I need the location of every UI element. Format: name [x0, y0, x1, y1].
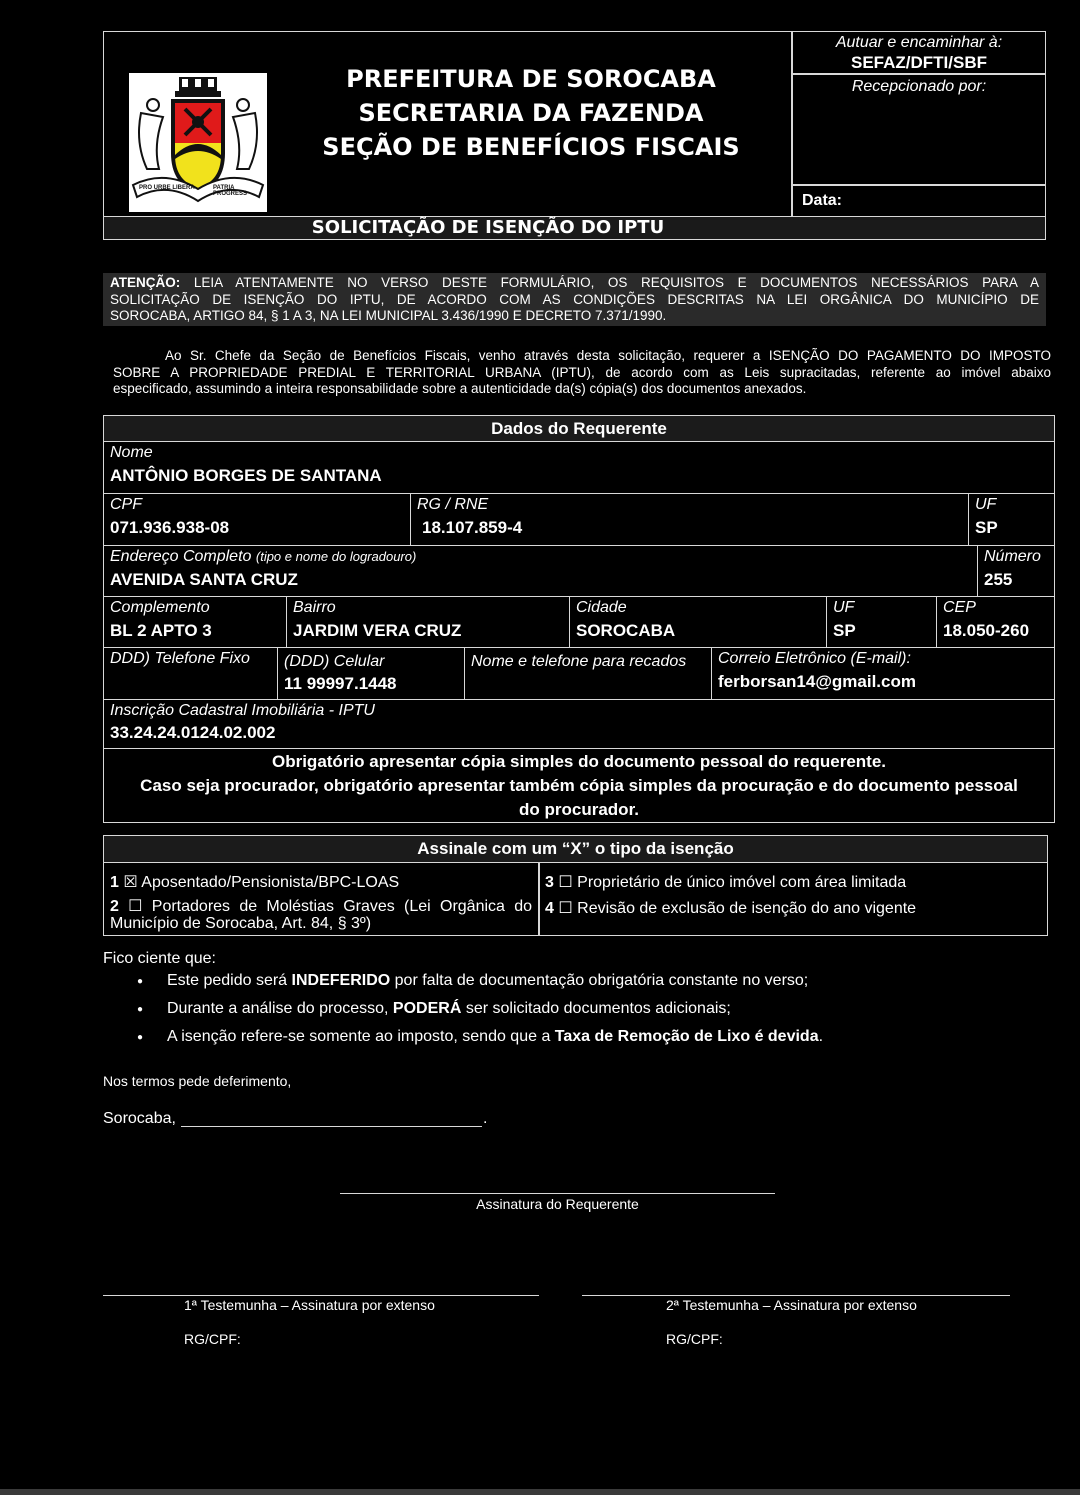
cidade-value: SOROCABA	[576, 621, 676, 640]
bairro-value: JARDIM VERA CRUZ	[293, 621, 462, 640]
cidade-cell	[570, 597, 827, 648]
endereco-cell	[104, 546, 978, 597]
endereco-value: AVENIDA SANTA CRUZ	[110, 570, 298, 589]
header-title-1: PREFEITURA DE SOROCABA	[346, 65, 716, 93]
isencao-option-3[interactable]: 3 ☐ Proprietário de único imóvel com área limitada	[545, 874, 907, 891]
telefone-cell	[104, 648, 278, 700]
witness-1-rgcpf: RG/CPF:	[184, 1331, 241, 1347]
obrigatorio-note: Obrigatório apresentar cópia simples do documento pessoal do requerente. Caso seja procurador, obrigatório apresentar também cópia simples da procuração e do documento pessoal do procurador.	[140, 752, 1018, 819]
isencao-option-4[interactable]: 4 ☐ Revisão de exclusão de isenção do ano vigente	[545, 900, 917, 917]
checkbox-empty-icon[interactable]: ☐	[128, 898, 143, 915]
uf-value: SP	[975, 518, 998, 537]
nome-cell	[104, 442, 1055, 494]
nome-label: Nome	[110, 444, 153, 461]
checkbox-empty-icon[interactable]: ☐	[558, 900, 573, 917]
witness-2-label: 2ª Testemunha – Assinatura por extenso	[666, 1297, 917, 1313]
numero-cell	[978, 546, 1055, 597]
cidade-label: Sorocaba,	[103, 1110, 176, 1127]
isencao-divider	[538, 863, 540, 936]
ciente-label: Fico ciente que:	[103, 950, 216, 967]
inscricao-value: 33.24.24.0124.02.002	[110, 723, 276, 742]
attention-text: ATENÇÃO: LEIA ATENTAMENTE NO VERSO DESTE FORMULÁRIO, OS REQUISITOS E DOCUMENTOS NECESSÁRIOS PARA A SOLICITAÇÃO DE ISENÇÃO DO IPTU, DE ACORDO COM AS CONDIÇÕES DESCRITAS NA LEI ORGÂNICA DO MUNICÍPIO DE SOROCABA, ARTIGO 84, § 1 A 3, NA LEI MUNICIPAL 3.436/1990 E DECRETO 7.371/1990.	[110, 275, 1039, 323]
deferimento-text: Nos termos pede deferimento,	[103, 1073, 292, 1089]
crest-motto-right: PATRIA PROGRESS	[213, 185, 248, 197]
endereco-label: Endereço Completo	[110, 548, 252, 565]
isencao-option-1[interactable]: 1 ☒ Aposentado/Pensionista/BPC-LOAS	[110, 874, 400, 891]
crest-motto-left: PRO URBE LIBERA	[139, 185, 195, 191]
recepcionado-label: Recepcionado por:	[851, 78, 987, 95]
isencao-option-2[interactable]: 2 ☐ Portadores de Moléstias Graves (Lei Orgânica do Município de Sorocaba, Art. 84, § 3º)	[110, 898, 532, 932]
complemento-cell	[104, 597, 287, 648]
cidade-label: Cidade	[576, 599, 627, 616]
uf-cell	[969, 494, 1055, 546]
celular-cell	[278, 648, 465, 700]
ciente-list	[103, 972, 1053, 1056]
complemento-value: BL 2 APTO 3	[110, 621, 212, 640]
bairro-label: Bairro	[293, 599, 336, 616]
uf-label: UF	[975, 496, 997, 513]
autuar-label: Autuar e encaminhar à:	[835, 34, 1003, 51]
checkbox-empty-icon[interactable]: ☐	[558, 874, 573, 891]
email-label: Correio Eletrônico (E-mail):	[718, 650, 911, 667]
celular-value: 11 99997.1448	[284, 674, 397, 693]
requerente-section-title: Dados do Requerente	[104, 416, 1054, 442]
cep-cell	[937, 597, 1055, 648]
autuar-divider	[791, 73, 1046, 75]
list-item: ● A isenção refere-se somente ao imposto, sendo que a Taxa de Remoção de Lixo é devida.	[103, 1028, 1053, 1056]
rg-value: 18.107.859-4	[422, 518, 523, 537]
witness-2-line[interactable]	[582, 1295, 1010, 1296]
nome-value: ANTÔNIO BORGES DE SANTANA	[110, 466, 382, 485]
email-value: ferborsan14@gmail.com	[718, 672, 916, 691]
witness-2-rgcpf: RG/CPF:	[666, 1331, 723, 1347]
attention-label: ATENÇÃO:	[110, 275, 181, 290]
cep-value: 18.050-260	[943, 621, 1030, 640]
endereco-hint: (tipo e nome do logradouro)	[255, 549, 417, 564]
header-titles	[272, 62, 790, 164]
page-bottom-edge	[0, 1489, 1080, 1495]
complemento-label: Complemento	[110, 599, 210, 616]
intro-paragraph: Ao Sr. Chefe da Seção de Benefícios Fiscais, venho através desta solicitação, requerer a ISENÇÃO DO PAGAMENTO DO IMPOSTO SOBRE A PROPRIEDADE PREDIAL E TERRITORIAL URBANA (IPTU), de acordo com as Leis supracitadas, referente ao imóvel abaixo especificado, assumindo a inteira responsabilidade sobre a autenticidade da(s) cópia(s) dos documentos anexados.	[113, 348, 1051, 396]
cpf-cell	[104, 494, 411, 546]
list-item: ● Durante a análise do processo, PODERÁ ser solicitado documentos adicionais;	[103, 1000, 1053, 1028]
witness-1-line[interactable]	[103, 1295, 539, 1296]
recados-label: Nome e telefone para recados	[471, 653, 687, 670]
signature-label: Assinatura do Requerente	[476, 1196, 639, 1212]
email-cell	[712, 648, 1055, 700]
inscricao-label: Inscrição Cadastral Imobiliária - IPTU	[110, 702, 375, 719]
date-line-period: .	[483, 1110, 488, 1127]
isencao-section-title: Assinale com um “X” o tipo da isenção	[104, 836, 1047, 863]
numero-label: Número	[984, 548, 1041, 565]
inscricao-cell	[104, 700, 1055, 749]
telefone-label: DDD) Telefone Fixo	[110, 650, 250, 667]
date-line[interactable]	[181, 1126, 482, 1127]
cep-label: CEP	[943, 599, 976, 616]
form-title: SOLICITAÇÃO DE ISENÇÃO DO IPTU	[311, 217, 665, 238]
header-title-3: SEÇÃO DE BENEFÍCIOS FISCAIS	[322, 133, 740, 161]
bairro-cell	[287, 597, 570, 648]
data-label: Data:	[802, 192, 843, 209]
cidade-data-line[interactable]	[103, 1110, 176, 1128]
uf2-label: UF	[833, 599, 855, 616]
cpf-label: CPF	[110, 496, 142, 513]
cpf-value: 071.936.938-08	[110, 518, 230, 537]
celular-label: (DDD) Celular	[284, 653, 385, 670]
uf2-value: SP	[833, 621, 856, 640]
uf2-cell	[827, 597, 937, 648]
witness-1-label: 1ª Testemunha – Assinatura por extenso	[184, 1297, 435, 1313]
numero-value: 255	[984, 570, 1013, 589]
header-title-2: SECRETARIA DA FAZENDA	[358, 99, 704, 127]
autuar-value: SEFAZ/DFTI/SBF	[851, 53, 987, 72]
isencao-option-3-label: Proprietário de único imóvel com área limitada	[577, 874, 907, 891]
rg-label: RG / RNE	[417, 496, 489, 513]
isencao-option-1-label: Aposentado/Pensionista/BPC-LOAS	[141, 874, 400, 891]
rg-cell	[411, 494, 969, 546]
crest-logo	[129, 73, 267, 212]
recados-cell	[465, 648, 712, 700]
signature-line[interactable]	[340, 1193, 775, 1194]
checkbox-checked-icon[interactable]: ☒	[123, 874, 138, 891]
data-divider	[791, 184, 1046, 186]
isencao-option-4-label: Revisão de exclusão de isenção do ano vigente	[577, 900, 917, 917]
list-item: ● Este pedido será INDEFERIDO por falta de documentação obrigatória constante no verso;	[103, 972, 1053, 1000]
